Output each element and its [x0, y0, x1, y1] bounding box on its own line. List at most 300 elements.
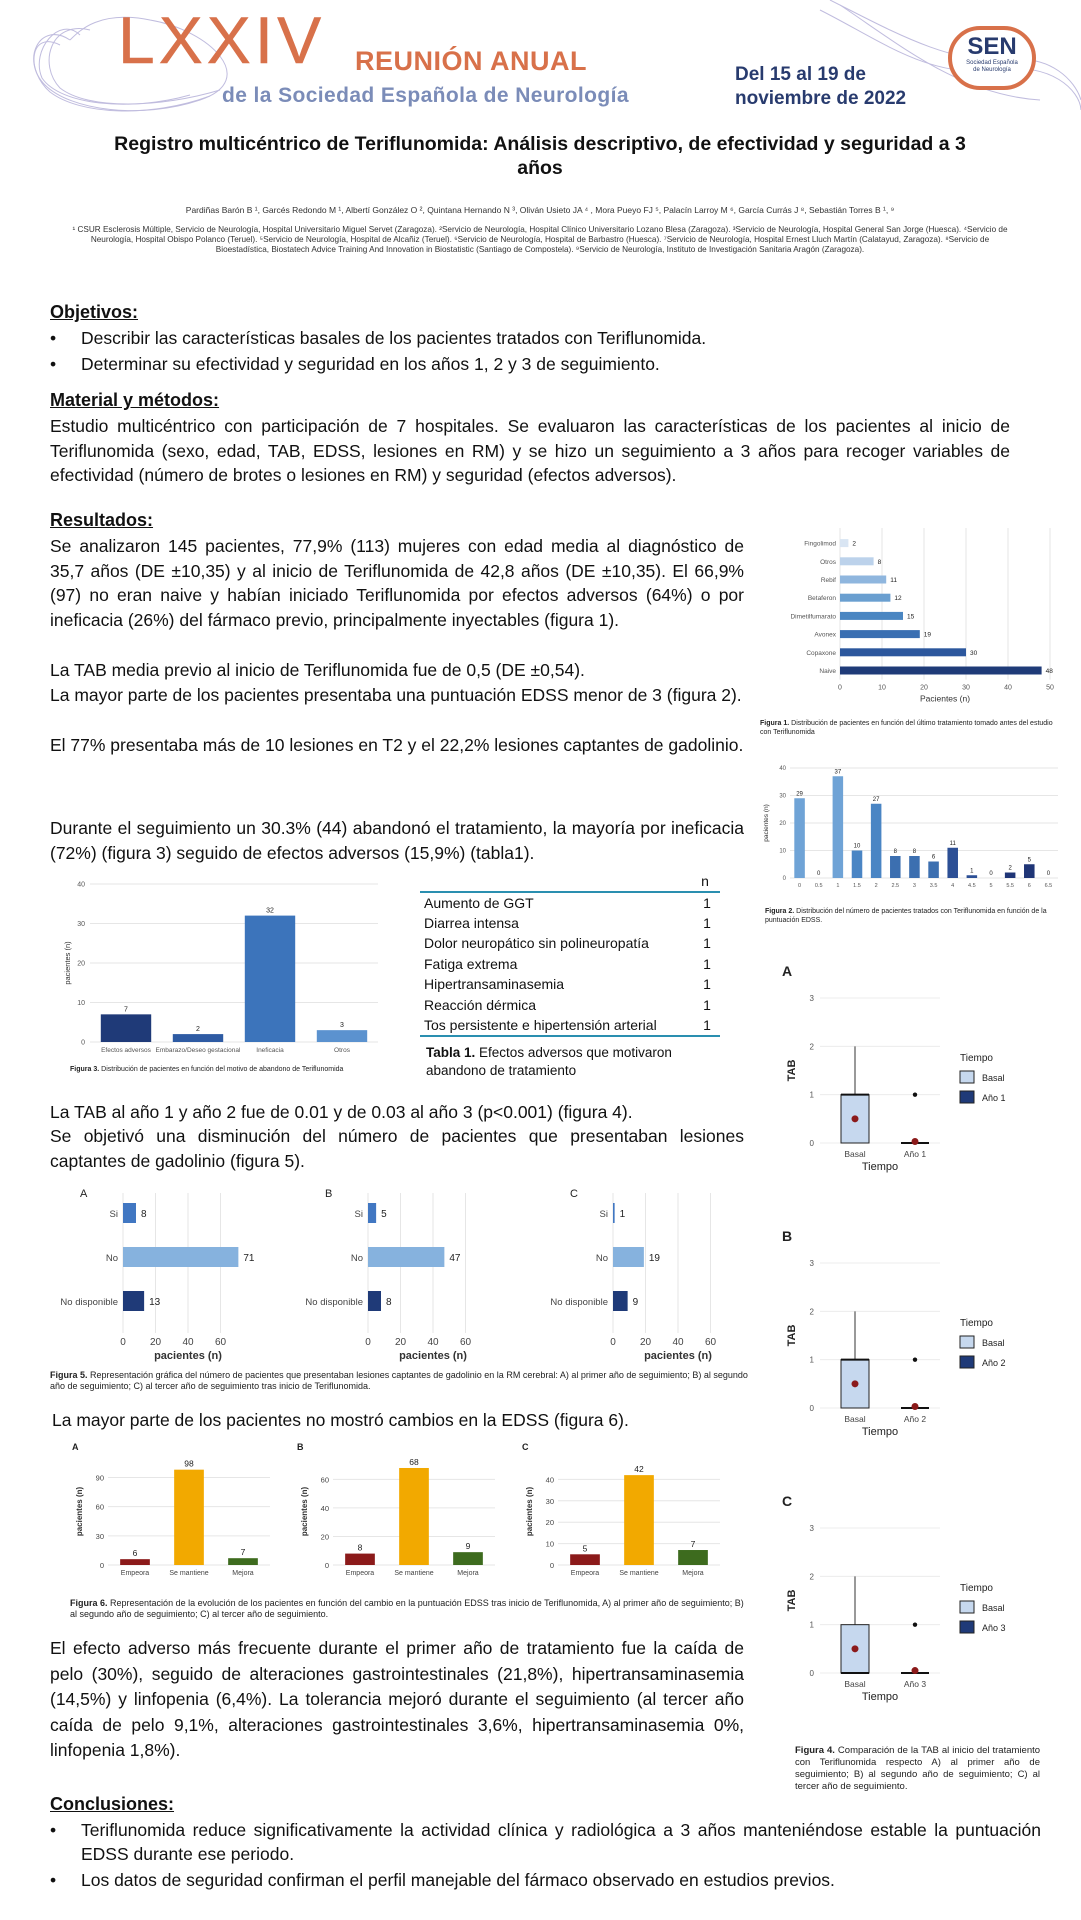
y-tick-label: 0 — [324, 1561, 329, 1570]
y-tick-label: 20 — [320, 1532, 329, 1542]
figure-5-caption — [50, 1370, 750, 1392]
bar — [123, 1247, 238, 1267]
figure-5-chart — [60, 1185, 775, 1365]
figure-1-caption — [760, 720, 1060, 737]
bar — [123, 1291, 144, 1311]
data-label: 32 — [266, 907, 274, 915]
table-row — [420, 933, 720, 954]
y-tick-label: No — [350, 1253, 363, 1264]
table-cell-effect: Diarrea intensa — [424, 914, 519, 931]
y-tick-label: 0 — [81, 1039, 85, 1047]
y-tick-label: 10 — [77, 1000, 85, 1007]
x-tick-label: Empeora — [120, 1570, 150, 1577]
x-tick-label: 4 — [951, 883, 955, 889]
panel-label: C — [782, 1493, 793, 1509]
table-row — [420, 892, 720, 913]
x-tick-label: Se mantiene — [394, 1570, 434, 1577]
panel-label: C — [570, 1188, 578, 1200]
y-axis-label: pacientes (n) — [63, 941, 72, 985]
data-label: 8 — [877, 558, 882, 566]
x-tick-label: 40 — [672, 1337, 684, 1348]
header-date-line1: Del 15 al 19 de — [735, 64, 866, 85]
figure-5-caption-text: Representación gráfica del número de pacientes que presentaban lesiones captantes de gadolinio en la RM cerebral: A) al primer año de seguimiento; B) al segundo año de seguimiento; C) al tercer año de seguimiento tras inicio de Teriflunomida. — [50, 1370, 748, 1391]
bar — [228, 1558, 258, 1565]
y-tick-label: 10 — [779, 848, 786, 855]
table-cell-effect: Fatiga extrema — [424, 955, 518, 972]
data-label: 48 — [1045, 668, 1053, 675]
table-1-caption-text: Efectos adversos que motivaron abandono de tratamiento — [426, 1045, 672, 1078]
x-tick-label: 0 — [838, 684, 842, 692]
y-tick-label: 0 — [809, 1404, 814, 1413]
y-tick-label: 0 — [99, 1561, 104, 1570]
data-label: 6 — [931, 854, 936, 861]
y-tick-label: Si — [599, 1209, 608, 1220]
poster-title-line2: años — [517, 157, 563, 179]
x-tick-label: 6.5 — [1044, 883, 1053, 889]
data-label: 13 — [149, 1297, 161, 1308]
figure-1-caption-label: Figura 1. — [760, 720, 790, 727]
data-label: 11 — [949, 840, 956, 847]
data-label: 29 — [796, 791, 803, 798]
x-tick-label: 0 — [798, 883, 802, 889]
x-axis-label: Tiempo — [861, 1426, 899, 1438]
table-row — [420, 1015, 720, 1036]
x-tick-label: 3.5 — [929, 883, 938, 889]
panel-label: B — [297, 1442, 304, 1452]
resultados-heading: Resultados: — [50, 510, 154, 530]
bar — [101, 1014, 151, 1042]
legend-label: Basal — [982, 1338, 1005, 1348]
y-tick-label: Betaferon — [807, 595, 836, 603]
y-tick-label: 0 — [809, 1669, 814, 1678]
table-cell-effect: Aumento de GGT — [424, 894, 534, 911]
sen-logo-text: SEN — [967, 33, 1017, 60]
data-label: 47 — [449, 1253, 461, 1264]
panel-label: C — [522, 1442, 529, 1452]
figure-2-caption-label: Figura 2. — [765, 908, 795, 915]
figure-6-caption-text: Representación de la evolución de los pacientes en función del cambio en la puntuación EDSS tras inicio de Teriflunomida, A) al primer año de seguimiento; B) al segundo año de seguimiento; C) al tercer año de seguimiento. — [70, 1598, 744, 1619]
x-axis-label: pacientes (n) — [644, 1350, 712, 1362]
y-tick-label: 20 — [545, 1518, 554, 1528]
y-tick-label: Copaxone — [806, 649, 836, 657]
x-tick-label: 40 — [1004, 684, 1012, 692]
x-tick-label: 0 — [120, 1337, 126, 1348]
y-tick-label: 30 — [95, 1531, 104, 1541]
data-label: 42 — [634, 1464, 644, 1475]
figure-1-chart — [760, 528, 1060, 718]
bar — [123, 1203, 136, 1223]
x-tick-label: Basal — [844, 1149, 866, 1159]
data-label: 2 — [852, 540, 857, 548]
figure-2-chart — [760, 758, 1060, 898]
legend-swatch — [960, 1071, 974, 1083]
affiliations: ¹ CSUR Esclerosis Múltiple, Servicio de Neurología, Hospital Universitario Miguel Servet (Zaragoza). ²Servicio de Neurología, Hospital Clínico Universitario Lozano Blesa (Zaragoza). ³Servicio de Neurología, Hospital General San Jorge (Huesca). ⁴Servicio de Neurología, Hospital Obispo Polanco (Teruel). ⁵Servicio de Neurología, Hospital de Alcañiz (Teruel). ⁶Servicio de Neurología, Hospital de Barbastro (Huesca). ⁷Servicio de Neurología, Hospital Ernest Lluch Martín (Calatayud, Zaragoza). ⁸Servicio de Bioestadística, Biostatech Advice Training And Innovation in Biostatistic (Santiago de Compostela). ⁹Servicio de Neurología, Instituto de Investigación Sanitaria Aragón (Zaragoza). — [72, 225, 1008, 254]
x-tick-label: Basal — [844, 1414, 866, 1424]
data-label: 1 — [970, 868, 974, 875]
y-tick-label: 60 — [95, 1502, 104, 1512]
data-label: 9 — [632, 1297, 639, 1308]
bar — [345, 1554, 375, 1565]
data-label: 8 — [386, 1297, 392, 1308]
figure-4-caption-label: Figura 4. — [795, 1745, 835, 1756]
y-tick-label: 0 — [782, 876, 786, 882]
x-tick-label: Mejora — [457, 1570, 479, 1577]
y-tick-label: 40 — [77, 881, 85, 889]
data-label: 68 — [409, 1456, 419, 1467]
y-tick-label: Avonex — [814, 631, 836, 639]
figure-4-chart — [770, 958, 1070, 1748]
header-society: de la Sociedad Española de Neurología — [222, 84, 629, 107]
bar — [624, 1475, 654, 1565]
x-tick-label: Se mantiene — [169, 1570, 209, 1577]
bar — [570, 1554, 600, 1565]
legend-label: Año 3 — [982, 1623, 1006, 1633]
bullet: • — [50, 1870, 57, 1890]
y-tick-label: No disponible — [60, 1297, 118, 1308]
bar — [890, 856, 901, 878]
y-tick-label: 40 — [545, 1475, 554, 1485]
bar — [947, 848, 958, 878]
panel-label: A — [80, 1188, 88, 1200]
bar — [871, 804, 882, 878]
x-tick-label: Empeora — [570, 1570, 600, 1577]
y-tick-label: 2 — [809, 1042, 814, 1052]
bullet: • — [50, 354, 57, 374]
bar — [120, 1559, 150, 1565]
y-axis-label: pacientes (n) — [763, 804, 770, 842]
y-tick-label: 30 — [77, 921, 85, 928]
bar — [317, 1030, 367, 1042]
panel-label: B — [782, 1228, 793, 1244]
x-tick-label: 40 — [182, 1337, 194, 1348]
legend-label: Año 2 — [982, 1358, 1006, 1368]
panel-label: B — [325, 1188, 333, 1200]
y-tick-label: Si — [354, 1209, 363, 1220]
data-label: 12 — [894, 595, 902, 603]
table-cell-n: 1 — [703, 935, 711, 952]
table-header-n: n — [690, 870, 720, 892]
mean-point — [852, 1115, 859, 1122]
x-tick-label: 60 — [459, 1337, 472, 1348]
bar — [840, 667, 1042, 675]
bar — [174, 1470, 204, 1565]
x-tick-label: 6 — [1027, 883, 1031, 889]
table-cell-effect: Hipertransaminasemia — [424, 976, 565, 993]
metodos-heading: Material y métodos: — [50, 390, 220, 410]
bar — [368, 1247, 444, 1267]
x-tick-label: 40 — [427, 1337, 439, 1348]
bar — [840, 594, 890, 602]
bar — [453, 1552, 483, 1565]
data-label: 19 — [648, 1253, 660, 1264]
bar — [613, 1247, 644, 1267]
resultados-p1: Se analizaron 145 pacientes, 77,9% (113) mujeres con edad media al diagnóstico de 35,7 años (DE ±10,35) y al inicio de Teriflunomida de 42,8 años (DE ±10,35). El 66,9% (97) no eran naive y habían iniciado Teriflunomida por efectos adversos (64%) o por ineficacia (26%) del fármaco previo, principalmente inyectables (figura 1). — [50, 536, 744, 631]
bar — [1024, 864, 1035, 878]
table-cell-effect: Tos persistente e hipertensión arterial — [420, 1015, 690, 1036]
table-row — [420, 954, 720, 975]
conclusiones-item-text: Teriflunomida reduce significativamente la actividad clínica y radiológica a 3 años manteniéndose estable la puntuación EDSS durante ese periodo. — [81, 1820, 1041, 1864]
figure-3-caption-text: Distribución de pacientes en función del motivo de abandono de Teriflunomida — [101, 1066, 344, 1073]
x-tick-label: Otros — [334, 1047, 350, 1054]
y-axis-label: pacientes (n) — [75, 1486, 84, 1537]
y-tick-label: Naive — [819, 668, 836, 675]
data-label: 1 — [619, 1209, 626, 1220]
y-axis-label: pacientes (n) — [300, 1486, 309, 1537]
mean-point — [852, 1645, 859, 1652]
table-header-effect — [420, 870, 690, 892]
bullet: • — [50, 1820, 57, 1840]
figure-2-caption-text: Distribución del número de pacientes tratados con Teriflunomida en función de la puntuación EDSS. — [765, 908, 1047, 924]
x-tick-label: 60 — [704, 1337, 717, 1348]
x-tick-label: 4.5 — [968, 883, 976, 889]
panel-label: A — [782, 963, 793, 979]
data-label: 5 — [582, 1543, 588, 1554]
data-label: 98 — [184, 1458, 194, 1469]
outlier-point — [913, 1092, 917, 1096]
y-tick-label: No disponible — [305, 1297, 363, 1308]
legend-swatch — [960, 1336, 974, 1348]
y-tick-label: 3 — [809, 994, 814, 1003]
x-tick-label: 0 — [610, 1337, 616, 1348]
x-tick-label: 50 — [1046, 684, 1054, 692]
metodos-text: Estudio multicéntrico con participación de 7 hospitales. Se evaluaron las características de los pacientes al inicio de Teriflunomida (sexo, edad, TAB, EDSS, lesiones en RM) y se hizo un seguimiento a 3 años para recoger variables de efectividad (número de brotes o lesiones en RM) y seguridad (efectos adversos). — [50, 416, 1010, 486]
poster-title — [60, 132, 1020, 180]
sen-logo-sub1: Sociedad Española — [966, 60, 1018, 66]
data-label: 71 — [243, 1253, 255, 1264]
objetivos-heading: Objetivos: — [50, 302, 139, 322]
data-label: 8 — [893, 849, 897, 855]
y-axis-label: pacientes (n) — [525, 1486, 534, 1537]
x-axis-label: Tiempo — [861, 1691, 899, 1703]
legend-title: Tiempo — [960, 1053, 993, 1064]
data-label: 8 — [141, 1209, 147, 1220]
resultados-p2: La TAB media previo al inicio de Teriflunomida fue de 0,5 (DE ±0,54). — [50, 660, 585, 680]
x-tick-label: 30 — [962, 684, 970, 692]
y-tick-label: 1 — [809, 1090, 814, 1100]
y-tick-label: Otros — [820, 558, 836, 566]
mean-point — [912, 1667, 919, 1674]
table-cell-effect: Reacción dérmica — [424, 996, 537, 1013]
bar — [1005, 873, 1016, 879]
table-cell-n: 1 — [703, 894, 711, 911]
table-header-row — [420, 870, 720, 892]
resultados-p6: La TAB al año 1 y año 2 fue de 0.01 y de 0.03 al año 3 (p<0.001) (figura 4). — [50, 1102, 633, 1122]
conclusiones-heading: Conclusiones: — [50, 1794, 175, 1814]
y-tick-label: 60 — [320, 1475, 329, 1485]
x-tick-label: 20 — [639, 1337, 652, 1348]
bar — [368, 1291, 381, 1311]
x-tick-label: Se mantiene — [619, 1570, 659, 1577]
data-label: 19 — [923, 631, 932, 639]
panel-label: A — [72, 1442, 79, 1452]
y-tick-label: 3 — [809, 1259, 814, 1268]
table-row — [420, 913, 720, 934]
outlier-point — [913, 1622, 917, 1626]
bullet: • — [50, 328, 57, 348]
bar — [928, 862, 939, 879]
x-axis-label: pacientes (n) — [154, 1350, 222, 1362]
outlier-point — [913, 1357, 917, 1361]
table-row — [420, 974, 720, 995]
poster-title-line1: Registro multicéntrico de Teriflunomida: Análisis descriptivo, de efectividad y seguridad a 3 — [114, 133, 966, 155]
x-tick-label: 5.5 — [1006, 883, 1014, 889]
data-label: 2 — [196, 1026, 200, 1034]
data-label: 6 — [132, 1548, 138, 1559]
x-tick-label: 60 — [214, 1337, 227, 1348]
x-tick-label: Embarazo/Deseo gestacional — [155, 1047, 241, 1054]
y-tick-label: Rebif — [820, 577, 836, 584]
x-tick-label: Mejora — [232, 1570, 254, 1577]
data-label: 10 — [853, 843, 861, 850]
x-tick-label: 0.5 — [814, 883, 823, 889]
table-cell-n: 1 — [703, 914, 711, 931]
y-axis-label: TAB — [786, 1059, 798, 1082]
poster-header — [0, 0, 1081, 128]
mean-point — [912, 1138, 919, 1145]
data-label: 7 — [124, 1006, 128, 1014]
y-tick-label: Dimetilfumarato — [790, 613, 836, 621]
y-tick-label: 40 — [779, 766, 786, 772]
data-label: 0 — [1046, 871, 1051, 877]
y-tick-label: No — [105, 1253, 118, 1264]
x-tick-label: 5 — [989, 883, 993, 889]
table-cell-n: 1 — [703, 976, 711, 993]
data-label: 0 — [817, 871, 821, 877]
mean-point — [852, 1380, 859, 1387]
y-tick-label: 0 — [549, 1561, 554, 1570]
authors: Pardiñas Barón B ¹, Garcés Redondo M ¹, Albertí González O ², Quintana Hernando N ³, Oliván Usieto JA ⁴ , Mora Pueyo FJ ⁵, Palacín Larroy M ⁶, García Currás J ⁸, Sebastián Torres B ¹, ⁹ — [185, 205, 895, 215]
x-tick-label: Año 2 — [903, 1414, 927, 1424]
legend-swatch — [960, 1601, 974, 1613]
bar — [840, 539, 848, 547]
bar — [967, 875, 978, 878]
y-tick-label: 90 — [95, 1473, 104, 1483]
y-tick-label: 2 — [809, 1572, 814, 1582]
bar — [368, 1203, 376, 1223]
data-label: 37 — [834, 769, 842, 776]
legend-label: Basal — [982, 1073, 1005, 1083]
bar — [173, 1034, 223, 1042]
table-row — [420, 995, 720, 1016]
figure-3-caption-label: Figura 3. — [70, 1066, 100, 1073]
x-axis-label: Pacientes (n) — [919, 693, 971, 704]
x-tick-label: 1 — [836, 883, 840, 889]
x-tick-label: Empeora — [345, 1570, 375, 1577]
resultados-p8: La mayor parte de los pacientes no mostró cambios en la EDSS (figura 6). — [52, 1410, 629, 1430]
y-tick-label: 30 — [545, 1496, 554, 1506]
figure-1-caption-text: Distribución de pacientes en función del último tratamiento tomado antes del estudio con Teriflunomida — [760, 720, 1053, 736]
x-axis-label: Tiempo — [861, 1161, 899, 1173]
table-cell-n: 1 — [703, 996, 711, 1013]
bar — [678, 1550, 708, 1565]
data-label: 8 — [912, 849, 917, 855]
sen-logo-sub2: de Neurología — [973, 67, 1011, 73]
x-tick-label: 0 — [365, 1337, 371, 1348]
table-1 — [420, 870, 720, 1037]
legend-swatch — [960, 1356, 974, 1368]
y-tick-label: 3 — [809, 1524, 814, 1533]
data-label: 9 — [465, 1541, 471, 1552]
x-tick-label: 3 — [912, 883, 916, 889]
bar — [245, 916, 295, 1042]
y-tick-label: 30 — [779, 793, 786, 800]
x-tick-label: 20 — [920, 684, 928, 692]
x-tick-label: Mejora — [682, 1570, 704, 1577]
x-tick-label: 20 — [394, 1337, 407, 1348]
y-tick-label: 20 — [779, 821, 786, 827]
bar — [840, 557, 874, 565]
objetivos-item-text: Determinar su efectividad y seguridad en los años 1, 2 y 3 de seguimiento. — [81, 354, 660, 374]
legend-label: Año 1 — [982, 1093, 1006, 1103]
bar — [840, 648, 966, 656]
header-reunion: REUNIÓN ANUAL — [355, 46, 587, 76]
bar — [613, 1291, 628, 1311]
resultados-p9: El efecto adverso más frecuente durante el primer año de tratamiento fue la caída de pelo (30%), seguido de alteraciones gastrointestinales (21,8%), hipertransaminasemia (14,5%) y linfopenia (6,4%). La tolerancia mejoró durante el seguimiento (al tercer año caída de pelo 9,1%, alteraciones gastrointestinales 3,6%, hipertransaminasemia 0%, linfopenia 1,8%). — [50, 1638, 744, 1760]
data-label: 5 — [1027, 857, 1031, 864]
y-axis-label: TAB — [786, 1324, 798, 1347]
mean-point — [912, 1403, 919, 1410]
bar — [852, 851, 863, 879]
y-tick-label: 40 — [320, 1503, 329, 1513]
data-label: 5 — [381, 1209, 387, 1220]
objetivos-item-text: Describir las características basales de los pacientes tratados con Teriflunomida. — [81, 328, 707, 348]
figure-2-caption — [765, 908, 1065, 925]
figure-3-caption — [70, 1066, 400, 1075]
legend-title: Tiempo — [960, 1318, 993, 1329]
y-tick-label: 1 — [809, 1355, 814, 1365]
header-edition-number: LXXIV — [118, 3, 326, 77]
x-tick-label: 1.5 — [853, 883, 861, 889]
figure-4-caption — [795, 1745, 1040, 1793]
table-cell-effect: Dolor neuropático sin polineuropatía — [424, 935, 649, 952]
y-axis-label: TAB — [786, 1589, 798, 1612]
bar — [840, 576, 886, 584]
conclusiones-item-text: Los datos de seguridad confirman el perfil manejable del fármaco observado en estudios previos. — [81, 1870, 835, 1890]
x-tick-label: Efectos adversos — [101, 1047, 151, 1054]
resultados-p5: Durante el seguimiento un 30.3% (44) abandonó el tratamiento, la mayoría por ineficacia (72%) (figura 3) seguido de efectos adversos (15,9%) (tabla1). — [50, 818, 744, 863]
figure-6-chart — [70, 1440, 760, 1590]
data-label: 11 — [890, 577, 897, 584]
x-tick-label: Año 3 — [903, 1679, 927, 1689]
data-label: 27 — [872, 796, 880, 803]
x-tick-label: 20 — [149, 1337, 162, 1348]
y-tick-label: No disponible — [550, 1297, 608, 1308]
x-axis-label: pacientes (n) — [399, 1350, 467, 1362]
data-label: 15 — [907, 613, 915, 621]
bar — [794, 798, 805, 878]
figure-4-caption-text: Comparación de la TAB al inicio del tratamiento con Teriflunomida respecto A) al primer año de seguimiento; B) al segundo año de seguimiento; C) al tercer año de seguimiento. — [795, 1745, 1041, 1792]
bar — [833, 776, 844, 878]
figure-6-caption-label: Figura 6. — [70, 1598, 108, 1608]
sen-logo — [948, 26, 1036, 90]
table-cell-n: 1 — [690, 1015, 720, 1036]
figure-6-caption — [70, 1598, 750, 1620]
data-label: 0 — [989, 871, 993, 877]
data-label: 30 — [970, 649, 978, 657]
x-tick-label: 2 — [874, 883, 878, 889]
resultados-p3: La mayor parte de los pacientes presentaba una puntuación EDSS menor de 3 (figura 2). — [50, 685, 742, 705]
bar — [613, 1203, 615, 1223]
data-label: 2 — [1008, 865, 1012, 872]
y-tick-label: 1 — [809, 1620, 814, 1630]
bar — [399, 1468, 429, 1565]
resultados-p4: El 77% presentaba más de 10 lesiones en T2 y el 22,2% lesiones captantes de gadolinio. — [50, 735, 744, 755]
bar — [909, 856, 920, 878]
legend-label: Basal — [982, 1603, 1005, 1613]
y-tick-label: 10 — [545, 1539, 554, 1549]
data-label: 7 — [240, 1547, 246, 1558]
legend-swatch — [960, 1091, 974, 1103]
